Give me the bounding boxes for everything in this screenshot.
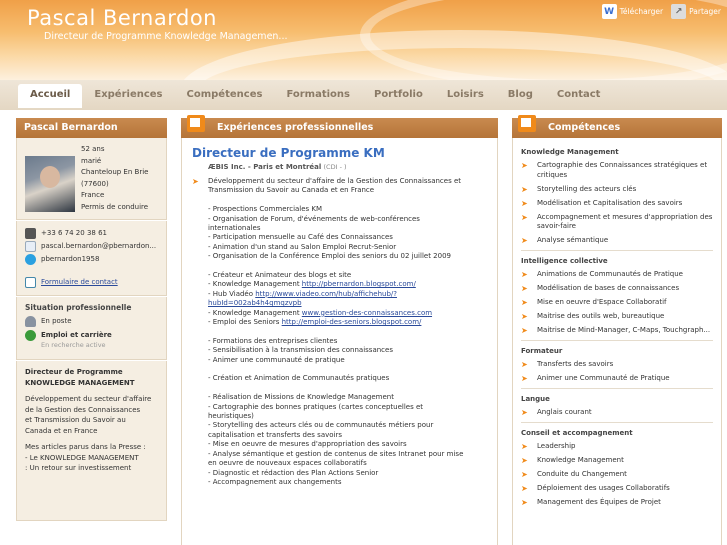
experience-column — [181, 118, 498, 545]
nav-blog[interactable]: Blog — [507, 89, 533, 100]
experience-line: internationales — [208, 224, 261, 233]
nav-loisirs[interactable]: Loisirs — [446, 89, 484, 100]
skill-category-title: Formateur — [521, 347, 563, 355]
bullet-arrow-icon: ➤ — [521, 456, 528, 465]
experience-line: - Accompagnement aux changements — [208, 477, 342, 486]
skill-label: Storytelling des acteurs clés — [537, 184, 637, 193]
experience-line: - Animer une communauté de pratique — [208, 355, 345, 364]
experience-line: - Participation mensuelle au Café des Connaissances — [208, 233, 393, 242]
profile-license: Permis de conduire — [81, 202, 149, 211]
skill-label: Transferts des savoirs — [537, 360, 614, 368]
skill-label: Leadership — [537, 442, 576, 450]
site-title[interactable]: Pascal Bernardon — [27, 6, 217, 30]
bullet-arrow-icon: ➤ — [521, 270, 528, 279]
skill-item — [521, 498, 713, 508]
skill-item — [521, 213, 713, 232]
nav-formations[interactable]: Formations — [286, 89, 350, 100]
bullet-arrow-icon: ➤ — [521, 408, 528, 417]
bullet-arrow-icon: ➤ — [521, 484, 528, 493]
experience-line — [208, 327, 463, 336]
skill-item — [521, 442, 713, 452]
bullet-arrow-icon: ➤ — [521, 442, 528, 451]
skills-box — [512, 138, 722, 545]
experience-line — [208, 196, 463, 205]
section-tag-icon — [187, 115, 205, 132]
phone-number: +33 6 74 20 38 61 — [41, 229, 107, 237]
share-label: Partager — [689, 7, 721, 16]
in-post-line — [25, 316, 158, 327]
bullet-arrow-icon: ➤ — [521, 212, 528, 222]
searching-label: En recherche active — [41, 341, 106, 349]
profile-box-title: Pascal Bernardon — [16, 118, 167, 138]
experience-line — [208, 262, 463, 271]
skill-label: Knowledge Management — [537, 456, 624, 464]
bullet-arrow-icon: ➤ — [521, 326, 528, 335]
skills-divider — [521, 340, 713, 341]
experience-line: - Diagnostic et rédaction des Plan Actions Senior — [208, 468, 379, 477]
skill-label: Mise en oeuvre d'Espace Collaboratif — [537, 298, 667, 306]
skill-item — [521, 284, 713, 294]
left-column — [16, 118, 167, 521]
email-address[interactable]: pascal.bernardon@pbernardon... — [41, 242, 157, 250]
contact-form-line[interactable] — [25, 276, 158, 289]
experience-line: Développement du secteur d'affaire de la Gestion des Connaissances et — [208, 177, 462, 185]
bullet-arrow-icon: ➤ — [521, 470, 528, 479]
profile-status: marié — [81, 156, 102, 165]
skill-item — [521, 470, 713, 480]
experience-box-title — [181, 118, 498, 138]
contract-type: (CDI - ) — [323, 163, 347, 171]
skill-label: Déploiement des usages Collaboratifs — [537, 484, 670, 492]
skill-item — [521, 408, 713, 418]
nav-experiences[interactable]: Expériences — [94, 89, 163, 100]
person-icon — [25, 316, 36, 327]
experience-line — [208, 299, 463, 308]
site-subtitle: Directeur de Programme Knowledge Managemen... — [44, 31, 288, 42]
nav-competences[interactable]: Compétences — [186, 89, 263, 100]
skill-label: Modélisation de bases de connaissances — [537, 284, 680, 292]
summary-line: Canada et en France — [25, 426, 98, 435]
skill-category-title: Conseil et accompagnement — [521, 429, 633, 437]
company-name: ÆBIS Inc. - Paris et Montréal — [208, 163, 322, 171]
skill-label: Anglais courant — [537, 408, 592, 416]
bullet-arrow-icon: ➤ — [521, 298, 528, 307]
bullet-arrow-icon: ➤ — [521, 360, 528, 369]
skype-line — [25, 253, 158, 266]
section-tag-icon — [518, 115, 536, 132]
skills-divider — [521, 388, 713, 389]
bullet-arrow-icon: ➤ — [521, 198, 528, 208]
phone-icon — [25, 228, 36, 239]
skill-label: Maitrise de Mind-Manager, C-Maps, Touchgraph... — [537, 326, 711, 334]
experience-title-label: Expériences professionnelles — [217, 122, 374, 133]
company-line — [208, 163, 487, 171]
skill-label: Conduite du Changement — [537, 470, 627, 478]
skill-item — [521, 199, 713, 209]
experience-link[interactable]: http://pbernardon.blogspot.com/ — [301, 280, 416, 289]
skills-divider — [521, 422, 713, 423]
skill-category-title: Intelligence collective — [521, 257, 608, 265]
phone-line — [25, 227, 158, 240]
nav-portfolio[interactable]: Portfolio — [373, 89, 423, 100]
profile-city: Chanteloup En Brie — [81, 168, 149, 176]
skill-item — [521, 161, 713, 180]
bullet-arrow-icon: ➤ — [192, 177, 199, 186]
experience-line: - Animation d'un stand au Salon Emploi Recrut-Senior — [208, 242, 397, 251]
summary-line: Mes articles parus dans la Presse : — [25, 443, 146, 451]
share-button[interactable] — [671, 4, 721, 19]
experience-line: Transmission du Savoir au Canada et en France — [208, 186, 375, 195]
experience-line: - Knowledge Management www.gestion-des-connaissances.com — [208, 308, 433, 317]
word-document-icon: W — [602, 4, 617, 19]
download-button[interactable] — [602, 4, 664, 19]
skill-label: Maitrise des outils web, bureautique — [537, 312, 665, 320]
summary-line: de la Gestion des Connaissances — [25, 405, 141, 414]
summary-line: Directeur de Programme — [25, 368, 123, 376]
in-post-label: En poste — [41, 317, 72, 325]
profile-box — [16, 138, 167, 220]
skill-item — [521, 456, 713, 466]
skill-label: Modélisation et Capitalisation des savoirs — [537, 198, 683, 207]
experience-line: - Réalisation de Missions de Knowledge Management — [208, 393, 394, 402]
skill-item — [521, 374, 713, 384]
summary-line: KNOWLEDGE MANAGEMENT — [25, 378, 135, 387]
bullet-arrow-icon: ➤ — [521, 161, 528, 170]
summary-text — [25, 367, 158, 474]
experience-link[interactable]: http://emploi-des-seniors.blogspot.com/ — [281, 318, 422, 327]
skills-box-title — [512, 118, 722, 138]
experience-line — [208, 365, 463, 374]
skype-id: pbernardon1958 — [41, 255, 100, 263]
site-header — [0, 0, 727, 80]
email-line[interactable] — [25, 240, 158, 253]
contact-form-link[interactable]: Formulaire de contact — [41, 278, 118, 286]
bullet-arrow-icon: ➤ — [521, 284, 528, 293]
experience-line: - Analyse sémantique et gestion de contenus de sites Intranet pour mise — [208, 449, 464, 458]
experience-line: - Création et Animation de Communautés pratiques — [208, 374, 390, 383]
bullet-arrow-icon: ➤ — [521, 374, 528, 383]
skill-category-title: Knowledge Management — [521, 148, 619, 156]
bullet-arrow-icon: ➤ — [521, 312, 528, 321]
skills-title-label: Compétences — [548, 122, 621, 133]
employment-status-icon — [25, 330, 36, 341]
situation-title: Situation professionnelle — [25, 303, 132, 312]
bullet-arrow-icon: ➤ — [521, 184, 528, 194]
download-label: Télécharger — [619, 7, 664, 16]
skill-item — [521, 484, 713, 494]
experience-link[interactable]: http://www.viadeo.com/hub/affichehub/? — [255, 289, 397, 298]
experience-line: - Cartographie des bonnes pratiques (cartes conceptuelles et — [208, 402, 424, 411]
experience-line: - Créateur et Animateur des blogs et site — [208, 271, 352, 280]
profile-info — [25, 144, 158, 213]
profile-photo — [25, 156, 75, 212]
skill-label: Analyse sémantique — [537, 236, 609, 244]
skill-item — [521, 360, 713, 370]
experience-line: - Hub Viadéo http://www.viadeo.com/hub/affichehub/? — [208, 289, 397, 298]
experience-line: - Storytelling des acteurs clés ou de communautés métiers pour — [208, 421, 434, 430]
skills-column — [512, 118, 722, 545]
email-icon — [25, 241, 36, 252]
experience-link[interactable]: hubId=002ab4h4qmqzvpb — [208, 299, 302, 308]
experience-line: - Prospections Commerciales KM — [208, 205, 323, 214]
situation-box — [16, 297, 167, 360]
profile-country: France — [81, 191, 105, 199]
experience-line: - Organisation de la Conférence Emploi des seniors du 02 juillet 2009 — [208, 252, 451, 261]
skill-label: Management des Équipes de Projet — [537, 498, 661, 506]
skill-item — [521, 326, 713, 336]
share-icon: ↗ — [671, 4, 686, 19]
experience-box — [181, 138, 498, 545]
experience-line: - Organisation de Forum, d'événements de web-conférences — [208, 214, 420, 223]
summary-line: Développement du secteur d'affaire — [25, 395, 152, 403]
nav-accueil[interactable]: Accueil — [18, 84, 82, 108]
experience-line — [208, 384, 463, 393]
profile-postal: (77600) — [81, 179, 109, 188]
skill-item — [521, 298, 713, 308]
employment-label: Emploi et carrière — [41, 331, 112, 339]
experience-line: - Mise en oeuvre de mesures d'appropriation des savoirs — [208, 440, 407, 449]
summary-line: - Le KNOWLEDGE MANAGEMENT — [25, 453, 139, 462]
top-actions — [602, 4, 721, 19]
contact-box — [16, 221, 167, 296]
main-nav — [18, 84, 612, 108]
experience-line: capitalisation et transferts des savoirs — [208, 430, 343, 439]
experience-line: - Formations des entreprises clientes — [208, 336, 338, 345]
experience-line: - Emploi des Seniors http://emploi-des-seniors.blogspot.com/ — [208, 318, 422, 327]
summary-line: : Un retour sur investissement — [25, 464, 132, 472]
form-icon — [25, 277, 36, 288]
experience-line: en oeuvre de nouveaux espaces collaboratifs — [208, 459, 367, 468]
skill-label: Cartographie des Connaissances stratégiques et critiques — [537, 161, 708, 179]
skill-item — [521, 236, 713, 246]
experience-description — [208, 177, 463, 487]
skills-divider — [521, 250, 713, 251]
experience-body — [192, 177, 487, 487]
skill-item — [521, 312, 713, 322]
skill-label: Animations de Communautés de Pratique — [537, 270, 683, 278]
skill-label: Accompagnement et mesures d'appropriation des savoir-faire — [537, 212, 713, 230]
experience-line: - Knowledge Management http://pbernardon.blogspot.com/ — [208, 280, 416, 289]
skill-label: Animer une Communauté de Pratique — [537, 374, 670, 382]
experience-line: - Sensibilisation à la transmission des connaissances — [208, 346, 393, 355]
profile-age: 52 ans — [81, 145, 105, 153]
skill-item — [521, 270, 713, 280]
bullet-arrow-icon: ➤ — [521, 236, 528, 245]
job-title[interactable]: Directeur de Programme KM — [192, 146, 385, 160]
experience-link[interactable]: www.gestion-des-connaissances.com — [301, 308, 433, 317]
skype-icon — [25, 254, 36, 265]
skill-category-title: Langue — [521, 395, 550, 403]
summary-box — [16, 361, 167, 521]
nav-contact[interactable]: Contact — [556, 89, 601, 100]
experience-line: heuristiques) — [208, 412, 254, 421]
employment-line — [25, 330, 158, 350]
skill-item — [521, 185, 713, 195]
summary-line: et Transmission du Savoir au — [25, 416, 126, 424]
bullet-arrow-icon: ➤ — [521, 498, 528, 507]
